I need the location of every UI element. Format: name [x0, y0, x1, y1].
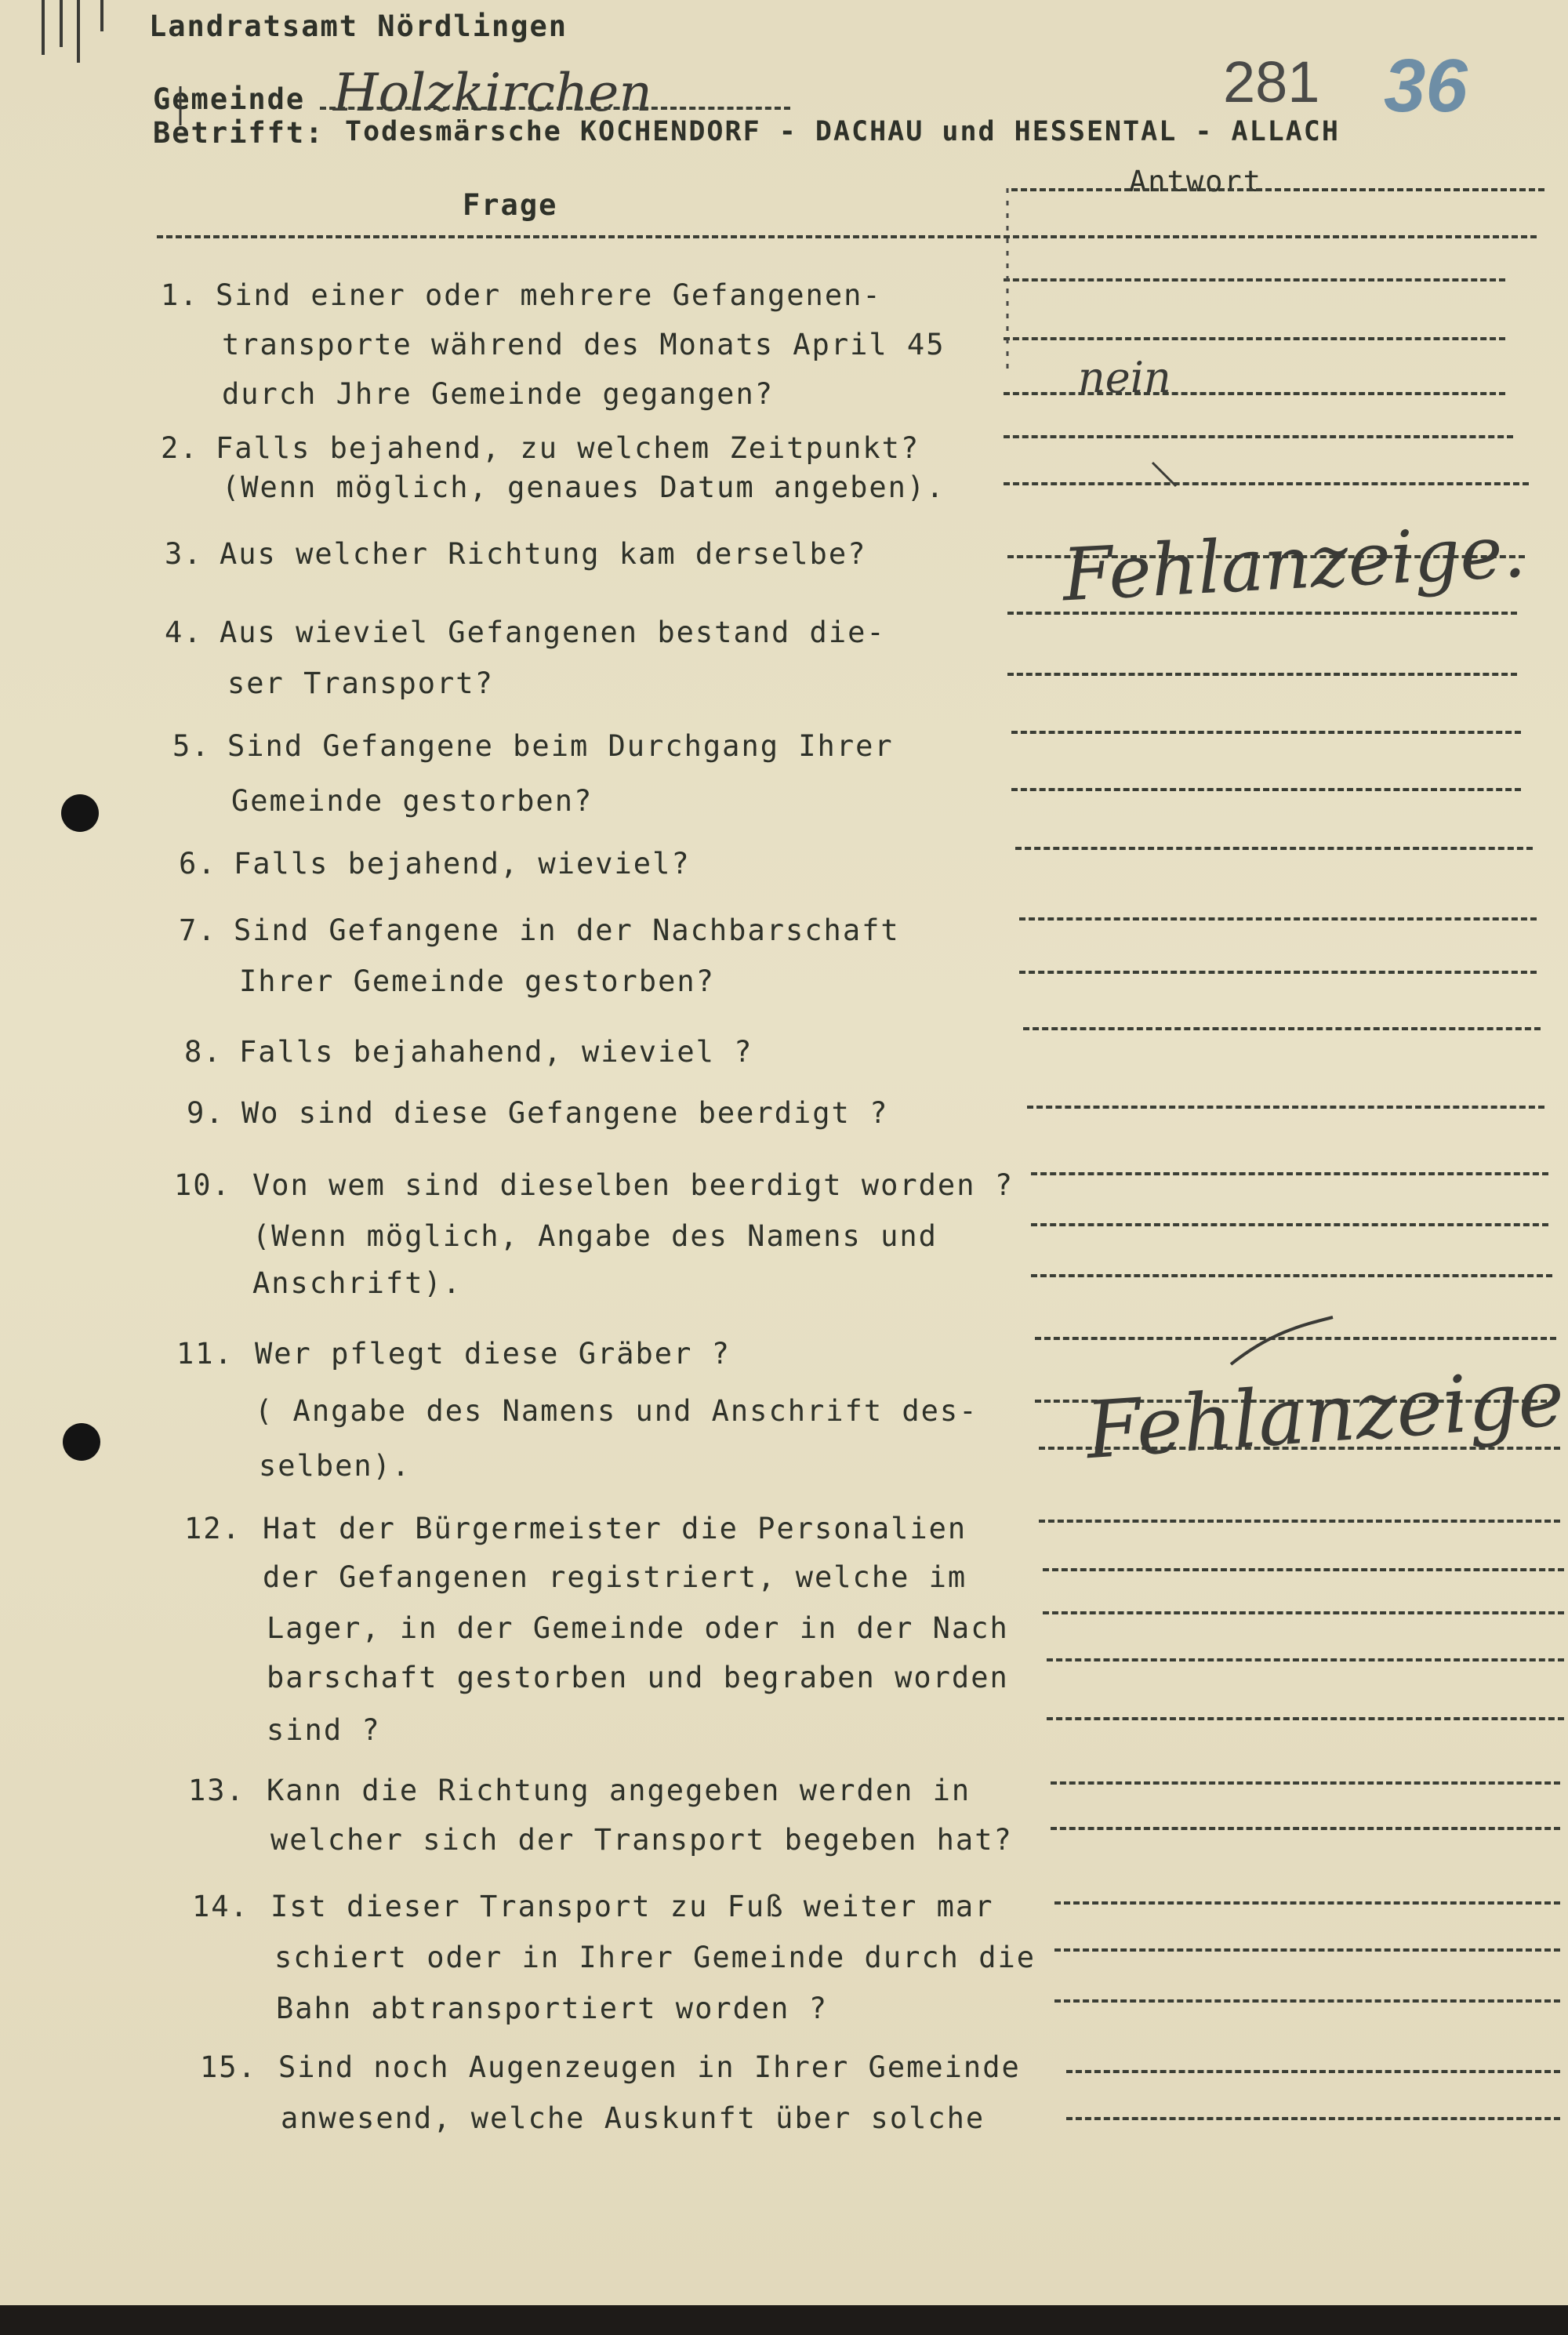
question-11-line-2: ( Angabe des Namens und Anschrift des-: [255, 1394, 978, 1428]
answer-1-handwritten: nein: [1078, 353, 1171, 402]
question-10-line-3: Anschrift).: [252, 1266, 463, 1300]
question-4-line-2: ser Transport?: [227, 666, 494, 700]
office-heading: Landratsamt Nördlingen: [149, 9, 568, 43]
question-number: 14.: [192, 1890, 249, 1923]
municipality-label: Gemeinde: [153, 82, 306, 116]
archive-page-number: 281: [1223, 49, 1320, 114]
question-2-line-2: (Wenn möglich, genaues Datum angeben).: [222, 470, 946, 504]
question-line: Falls bejahahend, wieviel ?: [239, 1035, 753, 1069]
question-line: Ist dieser Transport zu Fuß weiter mar: [270, 1890, 994, 1923]
question-14-line-3: Bahn abtransportiert worden ?: [276, 1992, 829, 2025]
question-7-line-2: Ihrer Gemeinde gestorben?: [239, 964, 715, 998]
question-number: 9.: [187, 1096, 225, 1130]
question-15-line-2: anwesend, welche Auskunft über solche: [281, 2101, 985, 2135]
answer-column-header: Antwort: [1129, 165, 1262, 198]
question-13-line-2: welcher sich der Transport begeben hat?: [270, 1823, 1013, 1857]
question-line: Aus wieviel Gefangenen bestand die-: [220, 616, 886, 649]
question-line: Kann die Richtung angegeben werden in: [267, 1774, 971, 1807]
question-14-line-2: schiert oder in Ihrer Gemeinde durch die: [274, 1941, 1036, 1974]
question-number: 5.: [172, 729, 211, 763]
question-12-line-2: der Gefangenen registriert, welche im: [263, 1560, 967, 1594]
question-line: Falls bejahend, zu welchem Zeitpunkt?: [216, 431, 920, 465]
scan-bottom-edge: [0, 2305, 1568, 2335]
question-line: Sind noch Augenzeugen in Ihrer Gemeinde: [278, 2050, 1021, 2084]
subject-label: Betrifft:: [153, 116, 325, 150]
question-12-line-3: Lager, in der Gemeinde oder in der Nach: [267, 1611, 1009, 1645]
municipality-handwritten: Holzkirchen: [333, 63, 652, 123]
question-11-line-3: selben).: [259, 1449, 412, 1483]
question-number: 4.: [165, 616, 203, 649]
question-number: 11.: [176, 1337, 234, 1371]
question-number: 7.: [179, 913, 217, 947]
question-line: Aus welcher Richtung kam derselbe?: [220, 537, 867, 571]
question-number: 6.: [179, 847, 217, 881]
question-number: 12.: [184, 1512, 241, 1545]
question-number: 1.: [161, 278, 199, 312]
question-number: 13.: [188, 1774, 245, 1807]
question-line: Sind Gefangene beim Durchgang Ihrer: [227, 729, 894, 763]
answer-block-1-handwritten: Fehlanzeige.: [1060, 509, 1528, 618]
question-number: 10.: [174, 1168, 231, 1202]
question-line: Wer pflegt diese Gräber ?: [255, 1337, 731, 1371]
question-line: Hat der Bürgermeister die Personalien: [263, 1512, 967, 1545]
question-10-line-2: (Wenn möglich, Angabe des Namens und: [252, 1219, 938, 1253]
question-line: Wo sind diese Gefangene beerdigt ?: [241, 1096, 889, 1130]
question-number: 2.: [161, 431, 199, 465]
archive-page-number-blue: 36: [1384, 44, 1468, 128]
question-line: Sind einer oder mehrere Gefangenen-: [216, 278, 882, 312]
question-line: Sind Gefangene in der Nachbarschaft: [234, 913, 900, 947]
question-5-line-2: Gemeinde gestorben?: [231, 784, 593, 818]
answer-block-2-handwritten: Fehlanzeige: [1083, 1351, 1567, 1477]
subject-text: Todesmärsche KOCHENDORF - DACHAU und HESSENTAL - ALLACH: [345, 116, 1340, 147]
question-12-line-4: barschaft gestorben und begraben worden: [267, 1661, 1009, 1694]
question-number: 15.: [200, 2050, 257, 2084]
question-12-line-5: sind ?: [267, 1713, 381, 1747]
question-line: Falls bejahend, wieviel?: [234, 847, 691, 881]
question-line: Von wem sind dieselben beerdigt worden ?: [252, 1168, 1014, 1202]
question-number: 8.: [184, 1035, 223, 1069]
question-number: 3.: [165, 537, 203, 571]
question-1-line-3: durch Jhre Gemeinde gegangen?: [222, 377, 775, 411]
question-column-header: Frage: [463, 188, 558, 222]
question-1-line-2: transporte während des Monats April 45: [222, 328, 946, 361]
